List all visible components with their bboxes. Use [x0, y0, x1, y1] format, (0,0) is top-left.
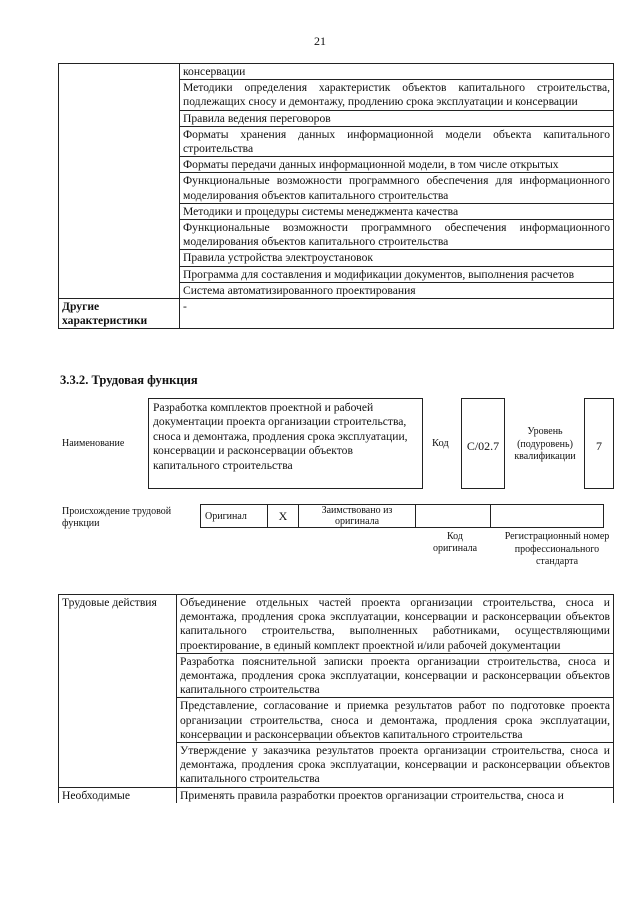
code-value-box: С/02.7 — [461, 398, 505, 489]
origin-table — [200, 504, 604, 528]
table-cell: Правила ведения переговоров — [180, 110, 614, 126]
origin-code-cell — [416, 505, 491, 528]
table-cell: Правила устройства электроустановок — [180, 250, 614, 266]
original-label: Оригинал — [201, 505, 268, 528]
qualification-level-box: 7 — [584, 398, 614, 489]
page-number: 21 — [314, 34, 326, 48]
table-row — [59, 787, 614, 803]
labor-actions-label: Трудовые действия — [59, 595, 177, 788]
registration-caption: Регистрационный номер профессионального стандарта — [504, 531, 610, 567]
table-row — [59, 64, 614, 80]
table-cell: Функциональные возможности программного обеспечения для информационного моделирования объектов капитального строительства — [180, 173, 614, 203]
borrowed-label: Заимствовано из оригинала — [299, 505, 416, 528]
table-cell: Методики и процедуры системы менеджмента качества — [180, 203, 614, 219]
origin-reg-cell — [491, 505, 604, 528]
table-cell: Форматы передачи данных информационной модели, в том числе открытых — [180, 157, 614, 173]
required-skills-label: Необходимые — [59, 787, 177, 803]
table-cell: Применять правила разработки проектов организации строительства, сноса и — [177, 787, 614, 803]
code-label: Код — [432, 438, 449, 449]
table-row — [201, 505, 604, 528]
table-cell: Объединение отдельных частей проекта организации строительства, сноса и демонтажа, продления срока эксплуатации, консервации и расконсервации объектов капитального строительства, выполненных работниками, осуществляющими проектирование, в единый комплект проектной и/или рабочей документации — [177, 595, 614, 654]
knowledge-table-continued — [58, 63, 614, 329]
section-title: 3.3.2. Трудовая функция — [60, 373, 198, 387]
table-cell: Форматы хранения данных информационной модели объекта капитального строительства — [180, 126, 614, 156]
table-cell: Программа для составления и модификации документов, выполнения расчетов — [180, 266, 614, 282]
labor-actions-table — [58, 594, 614, 803]
other-characteristics-value: - — [180, 299, 614, 329]
other-characteristics-label: Другие характеристики — [59, 299, 180, 329]
table-cell: консервации — [180, 64, 614, 80]
table-cell: Методики определения характеристик объектов капитального строительства, подлежащих сносу и демонтажу, продлению срока эксплуатации и консервации — [180, 80, 614, 110]
table-row — [59, 299, 614, 329]
table-cell: Система автоматизированного проектирования — [180, 282, 614, 298]
qualification-level-label: Уровень (подуровень) квалификации — [514, 426, 576, 462]
empty-label-cell — [59, 64, 180, 299]
table-row — [59, 595, 614, 654]
original-mark: X — [268, 505, 299, 528]
name-label: Наименование — [62, 438, 125, 449]
table-cell: Функциональные возможности программного обеспечения информационного моделирования объектов капитального строительства — [180, 220, 614, 250]
table-cell: Представление, согласование и приемка результатов работ по подготовке проекта организации строительства, сноса и демонтажа, продления срока эксплуатации, консервации и расконсервации объектов капитального строительства — [177, 698, 614, 743]
table-cell: Утверждение у заказчика результатов проекта организации строительства, сноса и демонтажа, продления срока эксплуатации, консервации и расконсервации объектов капитального строительства — [177, 743, 614, 788]
origin-label: Происхождение трудовой функции — [62, 506, 172, 529]
table-cell: Разработка пояснительной записки проекта организации строительства, сноса и демонтажа, продления срока эксплуатации, консервации и расконсервации объектов капитального строительства — [177, 653, 614, 698]
code-caption: Код оригинала — [432, 531, 478, 554]
function-name-box: Разработка комплектов проектной и рабочей документации проекта организации строительства, сноса и демонтажа, продления срока эксплуатации, консервации и расконсервации объектов капитального строительства — [148, 398, 423, 489]
